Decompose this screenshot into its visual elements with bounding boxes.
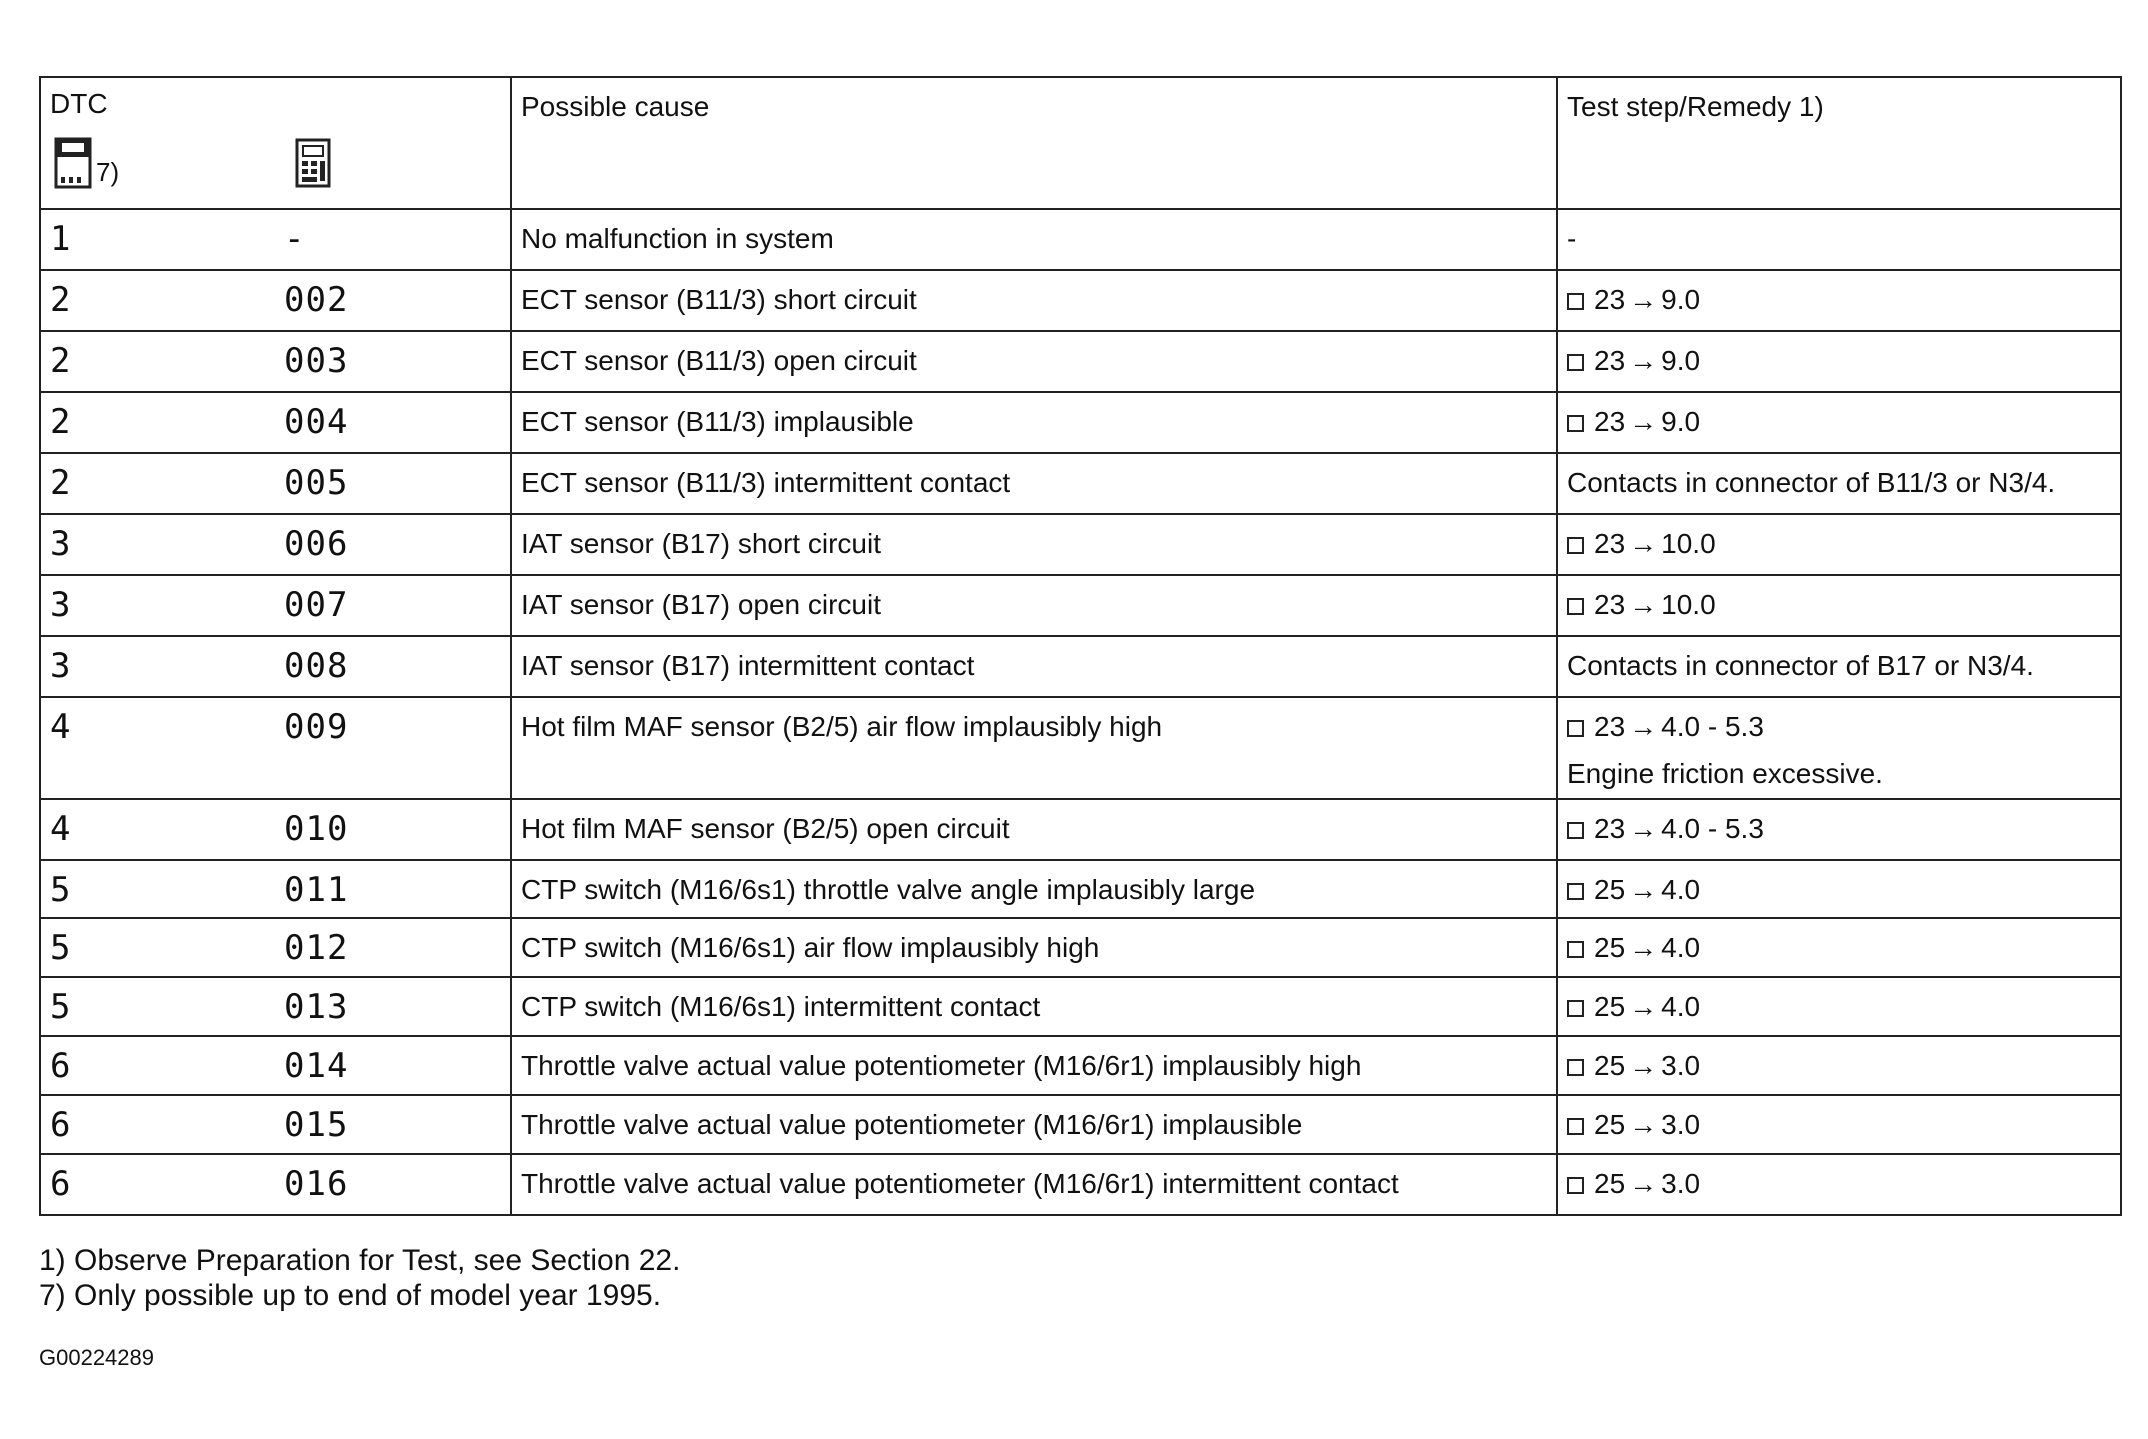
cause-cell: No malfunction in system [511,209,1557,270]
blink-code: 5 [50,987,72,1027]
right-arrow-icon: → [1629,1168,1658,1199]
test-step-target: 4.0 [1661,932,1701,963]
test-step-number: 25 [1594,1168,1626,1199]
dtc-cell [40,575,511,636]
blink-code: 2 [50,341,72,381]
table-row [40,575,2121,636]
table-row [40,453,2121,514]
tester-code: 011 [284,870,349,910]
test-step-number: 25 [1594,1109,1626,1140]
cause-cell: Throttle valve actual value potentiometer (M16/6r1) intermittent contact [511,1154,1557,1215]
remedy-cell [1557,1154,2121,1215]
table-row [40,1095,2121,1154]
checkbox-square-icon [1567,883,1584,900]
remedy-extra-note: Engine friction excessive. [1567,758,1883,789]
table-row [40,799,2121,860]
dtc-cell [40,514,511,575]
tester-code: 006 [284,524,349,564]
possible-cause-header: Possible cause [511,77,1557,209]
right-arrow-icon: → [1629,345,1658,376]
checkbox-square-icon [1567,537,1584,554]
tester-code: 003 [284,341,349,381]
dtc-document [39,76,2120,1216]
remedy-cell [1557,860,2121,918]
test-step-number: 23 [1594,528,1626,559]
right-arrow-icon: → [1629,813,1658,844]
test-step-target: 4.0 - 5.3 [1661,813,1764,844]
blink-code: 3 [50,585,72,625]
test-step-number: 25 [1594,991,1626,1022]
remedy-cell [1557,331,2121,392]
remedy-cell [1557,799,2121,860]
cause-cell: ECT sensor (B11/3) implausible [511,392,1557,453]
tester-code: 005 [284,463,349,503]
checkbox-square-icon [1567,415,1584,432]
dtc-cell [40,1036,511,1095]
dtc-table [39,76,2122,1216]
test-step-number: 23 [1594,813,1626,844]
test-step-target: 3.0 [1661,1050,1701,1081]
right-arrow-icon: → [1629,528,1658,559]
tester-code: 009 [284,707,349,747]
hand-held-tester-icon [294,136,332,190]
dtc-cell [40,453,511,514]
remedy-cell [1557,697,2121,799]
test-step-number: 23 [1594,345,1626,376]
remedy-cell [1557,270,2121,331]
test-step-number: 23 [1594,589,1626,620]
table-row [40,918,2121,977]
dtc-cell [40,636,511,697]
dtc-cell [40,860,511,918]
table-row [40,1154,2121,1215]
test-step-target: 3.0 [1661,1168,1701,1199]
checkbox-square-icon [1567,354,1584,371]
cause-cell: ECT sensor (B11/3) intermittent contact [511,453,1557,514]
right-arrow-icon: → [1629,406,1658,437]
table-row [40,331,2121,392]
dtc-cell [40,697,511,799]
dtc-cell [40,331,511,392]
tester-code: 013 [284,987,349,1027]
table-row [40,977,2121,1036]
cause-cell: Hot film MAF sensor (B2/5) air flow implausibly high [511,697,1557,799]
tester-code: 010 [284,809,349,849]
cause-cell: CTP switch (M16/6s1) air flow implausibly high [511,918,1557,977]
cause-cell: IAT sensor (B17) short circuit [511,514,1557,575]
remedy-cell [1557,575,2121,636]
blink-code: 1 [50,219,72,259]
cause-cell: IAT sensor (B17) intermittent contact [511,636,1557,697]
right-arrow-icon: → [1629,991,1658,1022]
right-arrow-icon: → [1629,711,1658,742]
blink-code: 3 [50,646,72,686]
tester-code: 008 [284,646,349,686]
right-arrow-icon: → [1629,874,1658,905]
blink-code: 6 [50,1046,72,1086]
test-step-number: 25 [1594,1050,1626,1081]
table-row [40,1036,2121,1095]
table-header-row [40,77,2121,209]
tester-code: 016 [284,1164,349,1204]
remedy-cell: Contacts in connector of B11/3 or N3/4. [1557,453,2121,514]
test-step-target: 9.0 [1661,284,1701,315]
table-row [40,697,2121,799]
tester-code: 002 [284,280,349,320]
blink-code: 5 [50,928,72,968]
test-step-number: 23 [1594,711,1626,742]
dtc-cell [40,977,511,1036]
remedy-cell [1557,918,2121,977]
dtc-header-label: DTC [50,88,108,119]
dtc-cell [40,270,511,331]
dtc-cell [40,1154,511,1215]
test-step-target: 9.0 [1661,406,1701,437]
dtc-cell [40,209,511,270]
checkbox-square-icon [1567,720,1584,737]
table-row [40,636,2121,697]
cause-cell: ECT sensor (B11/3) open circuit [511,331,1557,392]
dtc-cell [40,1095,511,1154]
checkbox-square-icon [1567,1118,1584,1135]
cause-cell: ECT sensor (B11/3) short circuit [511,270,1557,331]
remedy-cell [1557,1036,2121,1095]
test-step-number: 23 [1594,406,1626,437]
cause-cell: Throttle valve actual value potentiometer (M16/6r1) implausibly high [511,1036,1557,1095]
test-step-number: 23 [1594,284,1626,315]
table-row [40,514,2121,575]
test-step-target: 4.0 [1661,874,1701,905]
tester-code: 014 [284,1046,349,1086]
test-step-target: 3.0 [1661,1109,1701,1140]
blink-code: 2 [50,280,72,320]
blink-code: 2 [50,463,72,503]
right-arrow-icon: → [1629,1109,1658,1140]
right-arrow-icon: → [1629,932,1658,963]
cause-cell: Throttle valve actual value potentiometer (M16/6r1) implausible [511,1095,1557,1154]
remedy-cell [1557,1095,2121,1154]
remedy-cell [1557,977,2121,1036]
blink-code: 4 [50,707,72,747]
blink-code: 2 [50,402,72,442]
dtc-cell [40,799,511,860]
tester-code: 007 [284,585,349,625]
test-step-target: 10.0 [1661,589,1716,620]
tester-code: - [284,219,306,259]
right-arrow-icon: → [1629,589,1658,620]
tester-code: 012 [284,928,349,968]
tester-code: 004 [284,402,349,442]
remedy-cell [1557,392,2121,453]
test-step-number: 25 [1594,874,1626,905]
blink-code: 5 [50,870,72,910]
test-step-target: 9.0 [1661,345,1701,376]
test-step-target: 4.0 [1661,991,1701,1022]
blink-code: 4 [50,809,72,849]
blink-code: 3 [50,524,72,564]
dtc-cell [40,918,511,977]
right-arrow-icon: → [1629,284,1658,315]
right-arrow-icon: → [1629,1050,1658,1081]
cause-cell: IAT sensor (B17) open circuit [511,575,1557,636]
remedy-cell [1557,514,2121,575]
table-row [40,209,2121,270]
figure-code: G00224289 [39,1345,154,1370]
table-row [40,860,2121,918]
table-row [40,270,2121,331]
footnote-7: 7) Only possible up to end of model year 1995. [39,1279,662,1312]
checkbox-square-icon [1567,1059,1584,1076]
checkbox-square-icon [1567,1000,1584,1017]
checkbox-square-icon [1567,1177,1584,1194]
checkbox-square-icon [1567,822,1584,839]
tester-code: 015 [284,1105,349,1145]
dtc-cell [40,392,511,453]
checkbox-square-icon [1567,293,1584,310]
test-step-target: 10.0 [1661,528,1716,559]
test-step-target: 4.0 - 5.3 [1661,711,1764,742]
remedy-cell: Contacts in connector of B17 or N3/4. [1557,636,2121,697]
icon-footnote-marker: 7) [96,157,120,187]
table-row [40,392,2121,453]
checkbox-square-icon [1567,598,1584,615]
blink-code-tester-icon [54,137,92,189]
test-step-header: Test step/Remedy 1) [1557,77,2121,209]
dtc-header-cell [40,77,511,209]
blink-code: 6 [50,1105,72,1145]
blink-code: 6 [50,1164,72,1204]
cause-cell: Hot film MAF sensor (B2/5) open circuit [511,799,1557,860]
footnote-1: 1) Observe Preparation for Test, see Section 22. [39,1244,681,1277]
cause-cell: CTP switch (M16/6s1) intermittent contact [511,977,1557,1036]
cause-cell: CTP switch (M16/6s1) throttle valve angle implausibly large [511,860,1557,918]
footnotes [39,1243,680,1313]
remedy-cell: - [1557,209,2121,270]
test-step-number: 25 [1594,932,1626,963]
checkbox-square-icon [1567,941,1584,958]
